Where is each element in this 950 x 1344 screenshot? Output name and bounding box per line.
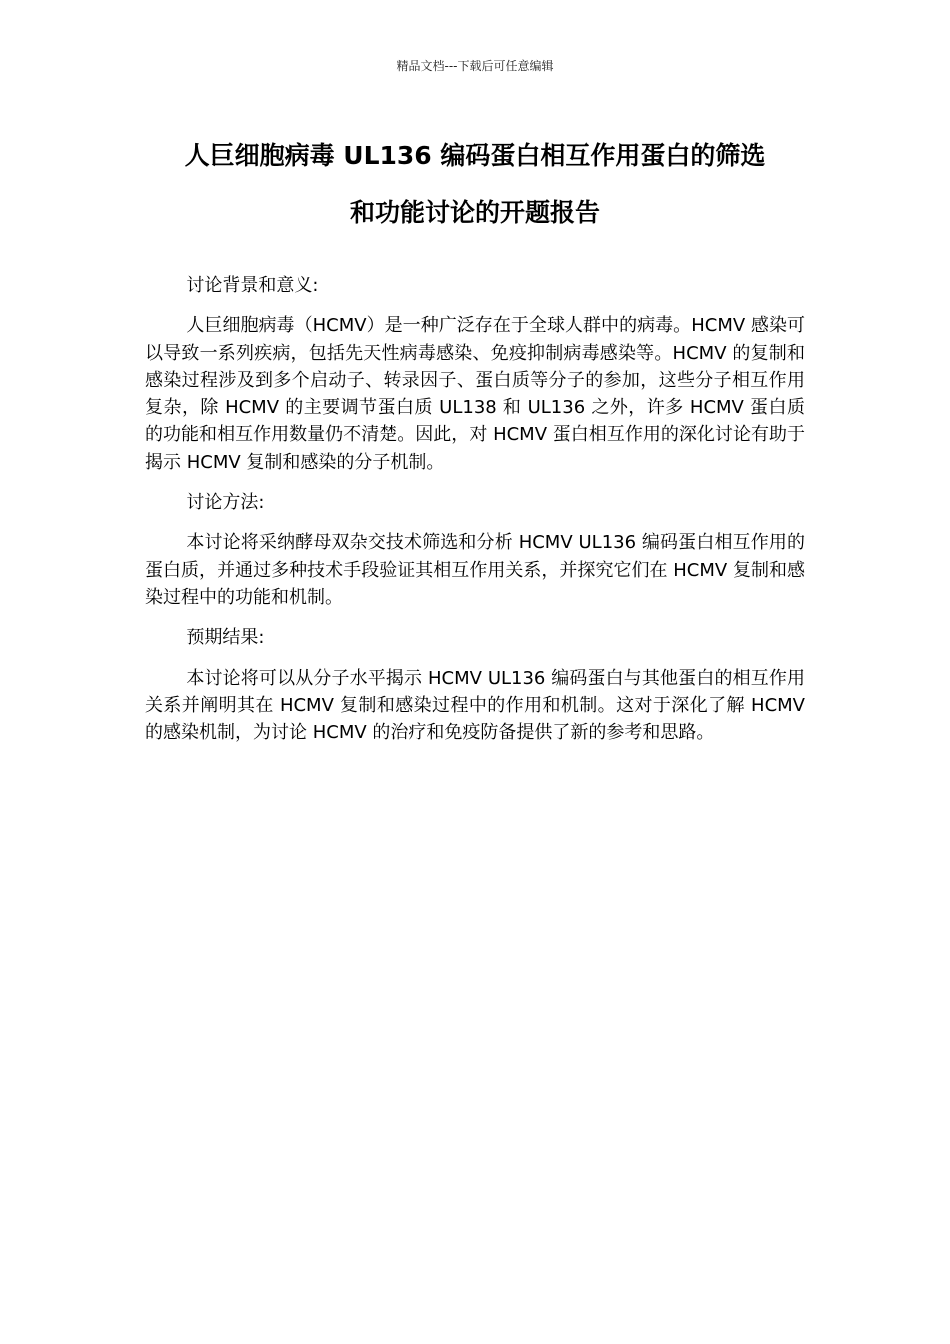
document-title-line-1: 人巨细胞病毒 UL136 编码蛋白相互作用蛋白的筛选	[184, 141, 766, 170]
paragraph-method: 本讨论将采纳酵母双杂交技术筛选和分析 HCMV UL136 编码蛋白相互作用的蛋白质，并通过多种技术手段验证其相互作用关系，并探究它们在 HCMV 复制和感染过程中的功能和机制。	[145, 532, 805, 608]
paragraph-results: 本讨论将可以从分子水平揭示 HCMV UL136 编码蛋白与其他蛋白的相互作用关系并阐明其在 HCMV 复制和感染过程中的作用和机制。这对于深化了解 HCMV 的感染机制，为讨论 HCMV 的治疗和免疫防备提供了新的参考和思路。	[145, 667, 805, 744]
section-heading-results: 预期结果:	[186, 627, 265, 649]
section-heading-method: 讨论方法:	[186, 492, 265, 514]
document-title-line-2: 和功能讨论的开题报告	[349, 198, 600, 227]
section-heading-background: 讨论背景和意义:	[186, 275, 319, 296]
header-note: 精品文档---下载后可任意编辑	[396, 59, 554, 73]
document-body	[145, 272, 805, 759]
paragraph-background: 人巨细胞病毒（HCMV）是一种广泛存在于全球人群中的病毒。HCMV 感染可以导致一系列疾病，包括先天性病毒感染、免疫抑制病毒感染等。HCMV 的复制和感染过程涉及到多个启动子、转录因子、蛋白质等分子的参加，这些分子相互作用复杂，除 HCMV 的主要调节蛋白质 UL138 和 UL136 之外，许多 HCMV 蛋白质的功能和相互作用数量仍不清楚。因此，对 HCMV 蛋白相互作用的深化讨论有助于揭示 HCMV 复制和感染的分子机制。	[145, 315, 805, 473]
